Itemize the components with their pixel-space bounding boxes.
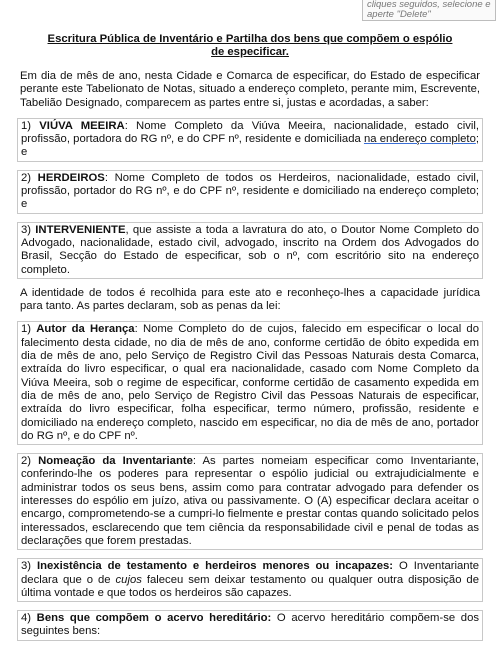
intro-paragraph[interactable]: Em dia de mês de ano, nesta Cidade e Comarca de especificar, do Estado de especificar perante este Tabelionato de Notas, situado a endereço completo, perante mim, Escrevente, Tabelião Designado, comparecem as partes entre si, justas e acordadas, a saber: <box>20 70 480 109</box>
viuva-number: 1) <box>21 119 40 132</box>
inexistencia-paragraph[interactable] <box>17 558 483 602</box>
interveniente-text: , que assiste a toda a lavratura do ato, o Doutor Nome Completo do Advogado, nacionalidade, estado civil, advogado, inscrito na Ordem dos Advogados do Brasil, Secção do Estado de especificar, sob o nº, com escritório sito na endereço completo. <box>21 223 479 276</box>
document-title <box>20 33 480 59</box>
viuva-label: VIÚVA MEEIRA <box>39 119 125 132</box>
title-line-2: de especificar. <box>211 46 289 58</box>
hint-line-2: aperte "Delete" <box>367 9 431 20</box>
autor-label: Autor da Herança <box>36 323 135 336</box>
autor-text: : Nome Completo do de cujos, falecido em especificar o local do falecimento desta cidade, no dia de mês de ano, conforme certidão de óbito expedida em dia de mês de ano, pelo Serviço de Registro Civil das Pessoas Naturais desta Comarca, extraída do livro especificar, o qual era nacionalidade, casado com Nome Completo da Viúva Meeira, sob o regime de especificar, conforme certidão de casamento expedida em dia de mês de ano, pelo Serviço de Registro Civil das Pessoas Naturais de especificar, extraída do livro especificar, folha especificar, termo número, profissão, residente e domiciliado na endereço completo, nascido em especificar, no dia de mês de ano, portador do RG nº, e do CPF nº. <box>21 323 479 442</box>
interveniente-label: INTERVENIENTE <box>35 223 126 236</box>
identidade-paragraph[interactable]: A identidade de todos é recolhida para este ato e reconheço-lhes a capacidade jurídica para tanto. As partes declaram, sob as penas da lei: <box>20 286 480 313</box>
document-body[interactable] <box>20 33 480 649</box>
herdeiros-text: : Nome Completo de todos os Herdeiros, nacionalidade, estado civil, profissão, portador do RG nº, e do CPF nº, residente e domiciliado na endereço completo; e <box>21 171 480 211</box>
inexistencia-italic-word: cujos <box>115 573 142 586</box>
inexistencia-text-before: O Inventariante declara que o de <box>21 560 480 586</box>
herdeiros-number: 2) <box>21 171 38 184</box>
hint-line-1: cliques seguidos, selecione e <box>367 0 491 10</box>
inexistencia-number: 3) <box>21 560 37 573</box>
editing-hint-tooltip <box>362 0 496 21</box>
bens-number: 4) <box>21 612 37 625</box>
title-line-1: Escritura Pública de Inventário e Partilha dos bens que compõem o espólio <box>47 33 453 45</box>
interveniente-number: 3) <box>21 223 36 236</box>
inventariante-paragraph[interactable] <box>17 453 483 550</box>
autor-number: 1) <box>21 323 37 336</box>
herdeiros-paragraph[interactable] <box>17 170 483 214</box>
bens-paragraph[interactable] <box>17 610 483 641</box>
inexistencia-label: Inexistência de testamento e herdeiros menores ou incapazes: <box>36 560 394 573</box>
bens-text: O acervo hereditário compõem-se dos seguintes bens: <box>21 612 479 638</box>
viuva-text: : Nome Completo da Viúva Meeira, nacionalidade, estado civil, profissão, portadora do RG nº, e do CPF nº, residente e domiciliada <box>21 119 480 146</box>
interveniente-paragraph[interactable] <box>17 222 483 279</box>
viuva-tail: ; e <box>21 133 479 159</box>
autor-paragraph[interactable] <box>17 321 483 445</box>
viuva-address-link[interactable]: na endereço completo <box>363 133 476 146</box>
inventariante-label: Nomeação da Inventariante <box>38 455 193 468</box>
inexistencia-text-after: faleceu sem deixar testamento ou qualquer outra disposição de última vontade e que todos os herdeiros são capazes. <box>21 573 479 599</box>
inventariante-text: : As partes nomeiam especificar como Inventariante, conferindo-lhe os poderes para representar o espólio judicial ou extrajudicialmente e administrar todos os seus bens, assim como para contratar advogado para defender os interesses do espólio em juízo, ativa ou passivamente. O (A) especificar declara aceitar o encargo, comprometendo-se a cumpri-lo fielmente e prestar contas quando solicitado pelos interessados, esclarecendo que tem ciência da responsabilidade civil e penal de todas as declarações que forem prestadas. <box>21 455 479 547</box>
viuva-paragraph[interactable] <box>17 118 483 162</box>
herdeiros-label: HERDEIROS <box>37 171 105 184</box>
inventariante-number: 2) <box>21 455 39 468</box>
bens-label: Bens que compõem o acervo hereditário: <box>36 612 272 625</box>
